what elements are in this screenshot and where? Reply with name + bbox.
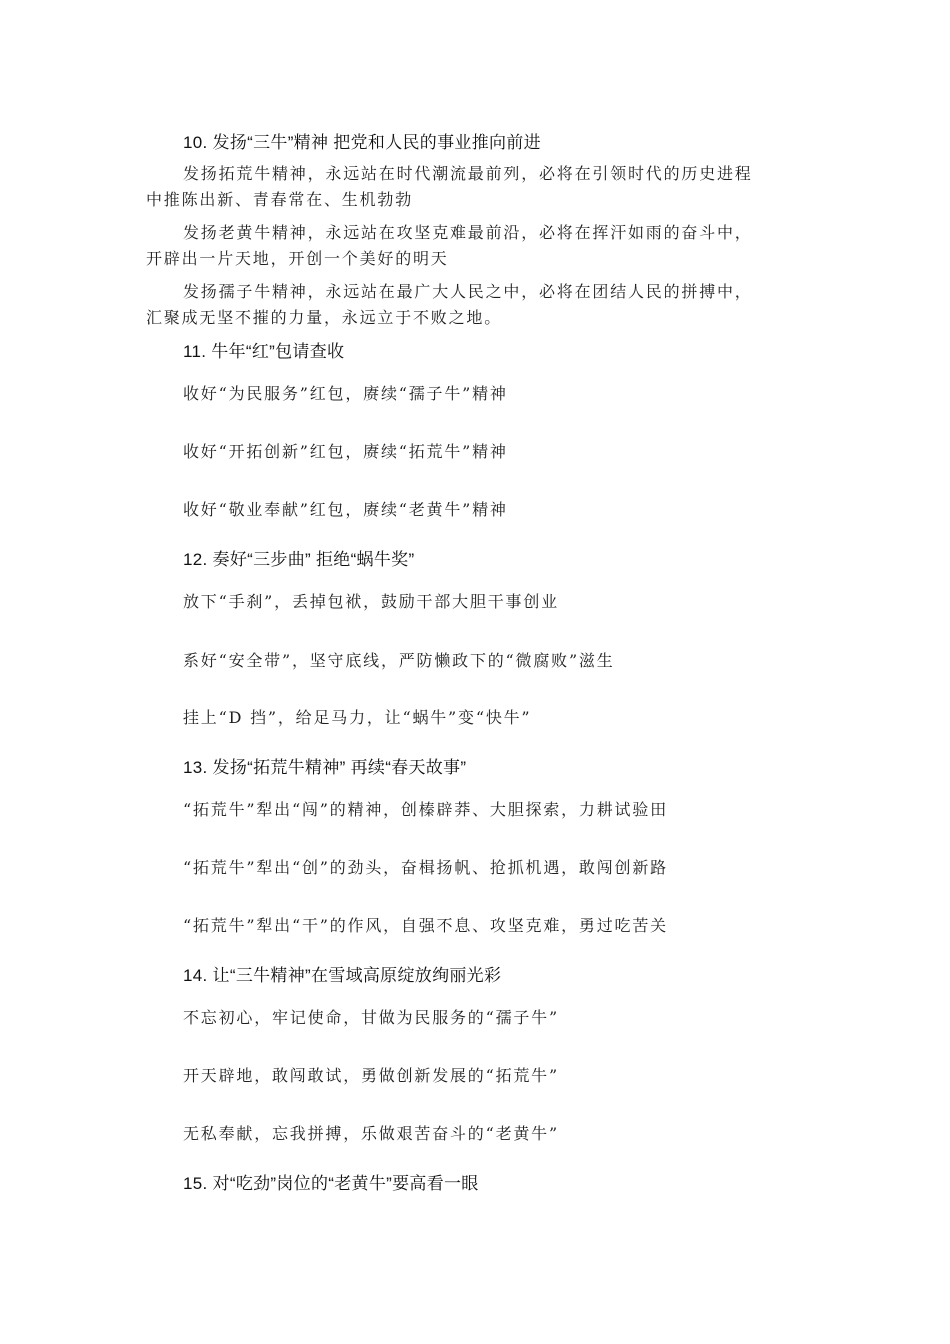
list-item: 挂上“D 挡”，给足马力，让“蜗牛”变“快牛”: [183, 708, 532, 727]
list-item: “拓荒牛”犁出“干”的作风，自强不息、攻坚克难，勇过吃苦关: [183, 916, 668, 935]
paragraph-line: 汇聚成无坚不摧的力量，永远立于不败之地。: [146, 308, 503, 327]
paragraph-line: 发扬拓荒牛精神，永远站在时代潮流最前列，必将在引领时代的历史进程: [183, 164, 753, 183]
section-heading-10: 10. 发扬“三牛”精神 把党和人民的事业推向前进: [183, 133, 541, 152]
list-item: “拓荒牛”犁出“创”的劲头，奋楫扬帆、抢抓机遇，敢闯创新路: [183, 858, 668, 877]
section-heading-15: 15. 对“吃劲”岗位的“老黄牛”要高看一眼: [183, 1174, 479, 1193]
list-item: 收好“开拓创新”红包，赓续“拓荒牛”精神: [183, 442, 508, 461]
paragraph-line: 发扬孺子牛精神，永远站在最广大人民之中，必将在团结人民的拼搏中，: [183, 282, 753, 301]
list-item: 系好“安全带”，坚守底线，严防懒政下的“微腐败”滋生: [183, 651, 615, 670]
list-item: 收好“敬业奉献”红包，赓续“老黄牛”精神: [183, 500, 508, 519]
list-item: 放下“手刹”，丢掉包袱，鼓励干部大胆干事创业: [183, 592, 559, 611]
paragraph-line: 开辟出一片天地，开创一个美好的明天: [146, 249, 449, 268]
list-item: 不忘初心，牢记使命，甘做为民服务的“孺子牛”: [183, 1008, 559, 1027]
section-heading-11: 11. 牛年“红”包请查收: [183, 342, 345, 361]
paragraph-line: 发扬老黄牛精神，永远站在攻坚克难最前沿，必将在挥汗如雨的奋斗中，: [183, 223, 753, 242]
section-heading-14: 14. 让“三牛精神”在雪域高原绽放绚丽光彩: [183, 966, 502, 985]
list-item: “拓荒牛”犁出“闯”的精神，创榛辟莽、大胆探索，力耕试验田: [183, 800, 668, 819]
section-heading-13: 13. 发扬“拓荒牛精神” 再续“春天故事”: [183, 758, 467, 777]
list-item: 收好“为民服务”红包，赓续“孺子牛”精神: [183, 384, 508, 403]
section-heading-12: 12. 奏好“三步曲” 拒绝“蜗牛奖”: [183, 550, 415, 569]
list-item: 无私奉献，忘我拼搏，乐做艰苦奋斗的“老黄牛”: [183, 1124, 559, 1143]
list-item: 开天辟地，敢闯敢试，勇做创新发展的“拓荒牛”: [183, 1066, 559, 1085]
paragraph-line: 中推陈出新、青春常在、生机勃勃: [146, 190, 414, 209]
